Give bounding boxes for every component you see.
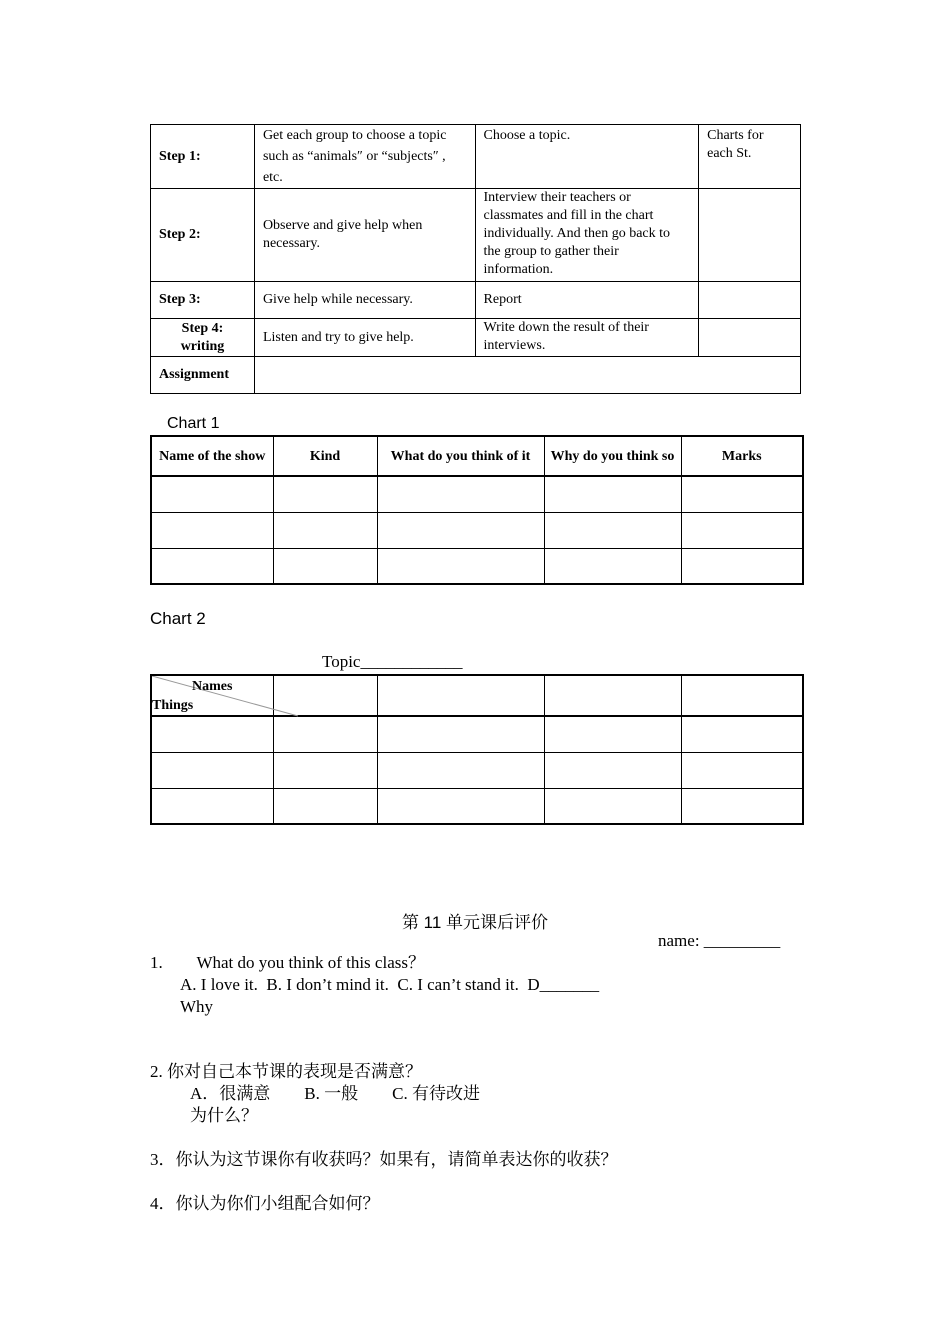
step-label: Step 3: xyxy=(151,282,255,319)
step-label: Step 2: xyxy=(151,189,255,282)
step-label: Step 1: xyxy=(151,125,255,189)
table-row xyxy=(151,788,803,824)
column-header: Why do you think so xyxy=(544,436,681,476)
table-cell[interactable] xyxy=(681,752,803,788)
table-cell[interactable] xyxy=(151,788,273,824)
table-cell[interactable] xyxy=(273,716,377,752)
table-cell[interactable] xyxy=(377,548,544,584)
chart2-table xyxy=(150,674,804,825)
question-2-options: A．很满意 B. 一般 C. 有待改进 xyxy=(190,1084,480,1103)
table-row xyxy=(151,319,801,357)
materials xyxy=(699,282,801,319)
table-row xyxy=(151,357,801,394)
table-cell[interactable] xyxy=(681,512,803,548)
table-cell[interactable] xyxy=(151,752,273,788)
question-1-why: Why xyxy=(180,997,214,1016)
column-header[interactable] xyxy=(681,675,803,716)
step-label: Step 4: writing xyxy=(151,319,255,357)
column-header: Kind xyxy=(273,436,377,476)
teacher-activity: Get each group to choose a topic such as “animals″ or “subjects″ , etc. xyxy=(254,125,475,189)
question-4: 4．你认为你们小组配合如何？ xyxy=(150,1194,380,1213)
corner-things: Things xyxy=(152,697,194,713)
evaluation-heading: 第 11 单元课后评价 xyxy=(401,913,549,932)
question-2: 2. 你对自己本节课的表现是否满意？ xyxy=(150,1062,422,1081)
table-cell[interactable] xyxy=(273,788,377,824)
table-cell[interactable] xyxy=(273,752,377,788)
student-activity: Choose a topic. xyxy=(475,125,699,189)
table-cell[interactable] xyxy=(544,476,681,512)
assignment-value xyxy=(254,357,800,394)
teacher-activity: Observe and give help when necessary. xyxy=(254,189,475,282)
column-header[interactable] xyxy=(544,675,681,716)
table-cell[interactable] xyxy=(681,548,803,584)
table-row xyxy=(151,716,803,752)
topic-line: Topic____________ xyxy=(322,652,463,671)
table-cell[interactable] xyxy=(273,512,377,548)
table-header-row xyxy=(151,436,803,476)
table-cell[interactable] xyxy=(151,476,273,512)
question-1: 1. What do you think of this class？ xyxy=(150,953,425,972)
chart2-title: Chart 2 xyxy=(150,609,206,628)
table-cell[interactable] xyxy=(151,548,273,584)
table-cell[interactable] xyxy=(377,788,544,824)
question-2-why: 为什么？ xyxy=(190,1106,258,1125)
table-cell[interactable] xyxy=(377,716,544,752)
student-activity: Report xyxy=(475,282,699,319)
question-1-options: A. I love it. B. I don’t mind it. C. I can’t stand it. D_______ xyxy=(180,975,600,994)
table-cell[interactable] xyxy=(273,548,377,584)
table-row xyxy=(151,189,801,282)
table-cell[interactable] xyxy=(544,788,681,824)
chart1-table xyxy=(150,435,804,585)
table-cell[interactable] xyxy=(273,476,377,512)
assignment-label: Assignment xyxy=(151,357,255,394)
table-cell[interactable] xyxy=(544,716,681,752)
table-cell[interactable] xyxy=(377,752,544,788)
table-row xyxy=(151,752,803,788)
question-3: 3．你认为这节课你有收获吗？如果有，请简单表达你的收获？ xyxy=(150,1150,618,1169)
column-header: What do you think of it xyxy=(377,436,544,476)
table-cell[interactable] xyxy=(544,752,681,788)
table-header-row xyxy=(151,675,803,716)
materials: Charts for each St. xyxy=(699,125,801,189)
table-cell[interactable] xyxy=(151,512,273,548)
table-cell[interactable] xyxy=(681,716,803,752)
chart1-title: Chart 1 xyxy=(167,415,220,432)
table-row xyxy=(151,282,801,319)
materials xyxy=(699,319,801,357)
table-cell[interactable] xyxy=(681,476,803,512)
table-row xyxy=(151,512,803,548)
table-row xyxy=(151,125,801,189)
table-row xyxy=(151,476,803,512)
table-cell[interactable] xyxy=(681,788,803,824)
teacher-activity: Give help while necessary. xyxy=(254,282,475,319)
table-row xyxy=(151,548,803,584)
table-cell[interactable] xyxy=(377,512,544,548)
steps-table xyxy=(150,124,801,394)
student-activity: Write down the result of their interviews. xyxy=(475,319,699,357)
corner-names: Names xyxy=(192,678,233,694)
table-cell[interactable] xyxy=(377,476,544,512)
teacher-activity: Listen and try to give help. xyxy=(254,319,475,357)
column-header: Name of the show xyxy=(151,436,273,476)
corner-header xyxy=(151,675,273,716)
column-header[interactable] xyxy=(377,675,544,716)
name-line: name: _________ xyxy=(658,931,781,950)
materials xyxy=(699,189,801,282)
student-activity: Interview their teachers or classmates and fill in the chart individually. And then go back to the group to gather their information. xyxy=(475,189,699,282)
table-cell[interactable] xyxy=(544,548,681,584)
column-header: Marks xyxy=(681,436,803,476)
table-cell[interactable] xyxy=(151,716,273,752)
table-cell[interactable] xyxy=(544,512,681,548)
